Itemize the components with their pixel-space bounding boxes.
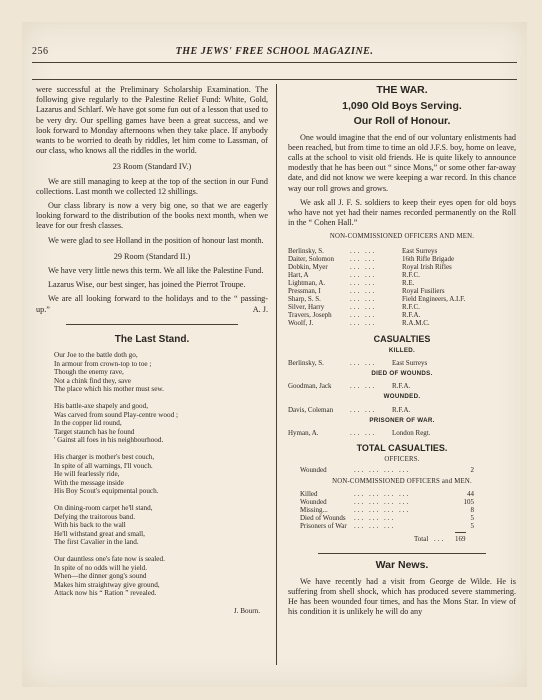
- men-row-dots: ... ... ... ...: [354, 489, 411, 498]
- poem-title: The Last Stand.: [114, 333, 190, 345]
- roll-row-dots: ... ...: [350, 319, 377, 328]
- died-row-dots: ... ...: [350, 382, 377, 391]
- page-number: 256: [32, 46, 49, 57]
- prisoner-row-name: Hyman, A.: [288, 428, 319, 437]
- men-row: [288, 498, 474, 506]
- roll-row-dots: ... ...: [350, 270, 377, 279]
- poem-stanza: [54, 402, 268, 445]
- men-label: NON-COMMISSIONED OFFICERS and MEN.: [332, 478, 472, 486]
- men-row-name: Wounded: [300, 497, 327, 506]
- prisoner-row: [288, 429, 431, 437]
- poem-line: His charger is mother's best couch,: [54, 453, 155, 461]
- war-news-title: War News.: [375, 559, 429, 572]
- men-row-value: 5: [470, 522, 474, 531]
- roll-row-name: Silver, Harry: [288, 303, 325, 312]
- right-column: [288, 85, 516, 621]
- prisoner-label: PRISONER OF WAR.: [369, 416, 435, 424]
- wounded-row-unit: R.F.A.: [392, 405, 411, 414]
- intro-paragraph: were successful at the Preliminary Scholarship Examination. The following give regularly to the Palestine Relief Fund: White, Gold, Lazarus and Schlarf. We have got some fun out of a lesson that used to be very dry. Our spelling games have been a great success, and we look forward to Monday afternoons when they take place. If anybody wants to be worried to death by riddles, let him come to Lassman, of our class, who knows all the riddles in the world.: [36, 85, 268, 156]
- roll-row-name: Sharp, S. S.: [288, 295, 321, 304]
- total-label: Total: [414, 535, 429, 544]
- war-paragraph-2: We ask all J. F. S. soldiers to keep their eyes open for old boys who have not yet had their names recorded permanently on the Roll in the “ Cohen Hall.”: [288, 197, 516, 228]
- poem-line: The place which his mother must sew.: [54, 385, 164, 394]
- poem-line: On dining-room carpet he'll stand,: [54, 503, 153, 512]
- killed-row: [288, 359, 427, 367]
- men-row-value: 5: [470, 513, 474, 522]
- poem-line: In armour from crown-top to toe ;: [54, 359, 152, 368]
- roll-row: [288, 263, 465, 271]
- killed-row-unit: East Surreys: [392, 358, 428, 367]
- men-row-name: Missing...: [300, 505, 328, 514]
- roll-row-unit: Field Engineers, A.I.F.: [402, 295, 466, 304]
- roll-row-unit: R.F.C.: [402, 270, 420, 279]
- roll-row-name: Berlinsky, S.: [288, 246, 324, 255]
- roll-row-dots: ... ...: [350, 303, 377, 312]
- roll-row: [288, 255, 465, 263]
- poem-line: His battle-axe shapely and good,: [54, 402, 149, 411]
- room-29-paragraph-3: [36, 294, 268, 314]
- killed-table: [288, 359, 427, 367]
- roll-row-unit: Royal Irish Rifles: [402, 262, 452, 271]
- room-29-heading: 29 Room (Standard II.): [113, 251, 191, 261]
- poem-line: Though the enemy rave,: [54, 368, 124, 377]
- room-29-signature: A. J.: [252, 304, 268, 314]
- old-boys-subtitle: 1,090 Old Boys Serving.: [342, 100, 462, 113]
- killed-row-name: Berlinsky, S.: [288, 358, 324, 367]
- magazine-page: [22, 22, 527, 687]
- roll-row-dots: ... ...: [350, 279, 377, 288]
- wounded-label: WOUNDED.: [383, 393, 421, 401]
- men-row-value: 44: [467, 489, 474, 498]
- men-row: [288, 506, 474, 514]
- prisoner-row-dots: ... ...: [350, 428, 377, 437]
- died-label: DIED OF WOUNDS.: [371, 370, 433, 378]
- died-table: [288, 382, 410, 390]
- room-23-paragraph-2: Our class library is now a very big one, so that we are eagerly looking forward to the distribution of the books next month, when we leave for our fresh classes.: [36, 201, 268, 231]
- roll-row-dots: ... ...: [350, 246, 377, 255]
- officers-row-dots: ... ... ... ...: [354, 466, 411, 475]
- men-table: [288, 490, 474, 530]
- poem-line: Not a chink find they, save: [54, 376, 131, 385]
- roll-row-name: Hart, A: [288, 270, 309, 279]
- roll-row: [288, 279, 465, 287]
- poem-stanzas: [36, 351, 268, 598]
- officers-row: [288, 466, 474, 474]
- magazine-title: THE JEWS' FREE SCHOOL MAGAZINE.: [175, 46, 374, 57]
- room-23-heading: 23 Room (Standard IV.): [112, 162, 192, 172]
- poem-line: Attack now his “ Ration ” revealed.: [54, 589, 157, 598]
- room-29-paragraph-1: We have very little news this term. We all like the Palestine Fund.: [48, 266, 264, 276]
- prisoner-row-unit: London Regt.: [392, 428, 431, 437]
- died-row-name: Goodman, Jack: [288, 382, 332, 391]
- men-row-dots: ... ... ...: [354, 513, 396, 522]
- men-row-name: Prisoners of War: [300, 522, 347, 531]
- roll-row-name: Lightman, A.: [288, 279, 326, 288]
- poem-line: He'll withstand great and small,: [54, 529, 145, 538]
- poem-line: With his back to the wall: [54, 521, 126, 530]
- casualties-heading: CASUALTIES: [373, 333, 431, 344]
- roll-row-unit: R.F.A.: [402, 311, 421, 320]
- total-line: [414, 532, 516, 544]
- roll-row-unit: East Surreys: [402, 246, 438, 255]
- poem-line: ' Gainst all foes in his neighbourhood.: [54, 436, 164, 445]
- total-dots: ...: [434, 535, 446, 544]
- men-row: [288, 490, 474, 498]
- war-paragraph-1: One would imagine that the end of our voluntary enlistments had been reached, but from time to time an old J.F.S. boy, home on leave, calls at the school to visit old friends. He is quite likely to announce modestly that he has been out “ since Mons,” or some other far-away date, and did not know we were keeping a war record. In this chance way our roll grows and grows.: [288, 132, 516, 193]
- roll-row-unit: R.A.M.C.: [402, 319, 430, 328]
- roll-row-unit: 16th Rifle Brigade: [402, 254, 455, 263]
- prisoner-table: [288, 429, 431, 437]
- poem-line: When—the dinner gong's sound: [54, 572, 147, 581]
- roll-of-honour-table: [288, 247, 465, 328]
- roll-row-name: Pressman, I: [288, 287, 321, 296]
- men-row-value: 105: [463, 497, 474, 506]
- killed-row-dots: ... ...: [350, 358, 377, 367]
- room-23-paragraph-3: We were glad to see Holland in the position of honour last month.: [48, 235, 264, 245]
- poem-line: Makes him straightway give ground,: [54, 580, 160, 589]
- poem-line: His Boy Scout's equipmental pouch.: [54, 487, 159, 496]
- war-section-title: THE WAR.: [376, 84, 428, 96]
- roll-row-name: Dobkin, Myer: [288, 262, 328, 271]
- roll-row: [288, 295, 465, 303]
- header-rule-lower: [32, 79, 517, 80]
- poem-stanza: [54, 351, 268, 394]
- roll-row: [288, 287, 465, 295]
- roll-row: [288, 319, 465, 327]
- roll-row: [288, 247, 465, 255]
- poem-stanza: [54, 453, 268, 496]
- roll-row-unit: R.E.: [402, 279, 415, 288]
- killed-label: KILLED.: [388, 346, 416, 354]
- died-row-unit: R.F.A.: [392, 382, 411, 391]
- nco-heading: NON-COMMISSIONED OFFICERS AND MEN.: [329, 233, 475, 241]
- roll-row: [288, 271, 465, 279]
- total-value: 169: [455, 532, 466, 544]
- header-rule: [32, 62, 517, 63]
- roll-row-unit: Royal Fusiliers: [402, 287, 445, 296]
- war-news-paragraph: We have recently had a visit from George de Wilde. He is suffering from shell shock, which has produced severe stammering. He has been wounded four times, and has the Mons Star. In view of his condition it is unlikely he will do any: [288, 576, 516, 617]
- wounded-row-dots: ... ...: [350, 405, 377, 414]
- wounded-row-name: Davis, Coleman: [288, 405, 334, 414]
- roll-row-dots: ... ...: [350, 295, 377, 304]
- poem-line: Our dauntless one's fate now is sealed.: [54, 554, 165, 563]
- officers-row-name: Wounded: [300, 466, 327, 475]
- poem-line: Our Joe to the battle doth go,: [54, 351, 138, 360]
- men-row: [288, 514, 474, 522]
- poem-stanza: [54, 555, 268, 598]
- roll-row: [288, 303, 465, 311]
- roll-row-dots: ... ...: [350, 262, 377, 271]
- poem-line: Was carved from sound Play-centre wood ;: [54, 410, 178, 419]
- roll-row-dots: ... ...: [350, 311, 377, 320]
- roll-row-name: Daiter, Solomon: [288, 254, 334, 263]
- roll-row: [288, 311, 465, 319]
- officers-table: [288, 466, 474, 474]
- poem-last-stand: [36, 335, 268, 616]
- poem-line: In the copper lid round,: [54, 419, 122, 428]
- died-row: [288, 382, 410, 390]
- left-column: [36, 85, 268, 616]
- roll-row-name: Travers, Joseph: [288, 311, 332, 320]
- poem-stanza: [54, 504, 268, 547]
- room-29-paragraph-3-text: We are all looking forward to the holidays and to the “ passing-up.”: [36, 294, 268, 314]
- poem-author: J. Bourn.: [233, 606, 260, 615]
- roll-row-unit: R.F.C.: [402, 303, 420, 312]
- men-row-name: Died of Wounds: [300, 513, 346, 522]
- room-23-paragraph-1: We are still managing to keep at the top of the section in our Fund collections. Last month we collected 12 shillings.: [36, 176, 268, 196]
- poem-line: The first Cavalier in the land.: [54, 538, 139, 547]
- roll-row-name: Woolf, J.: [288, 319, 314, 328]
- wounded-row: [288, 406, 410, 414]
- men-row: [288, 522, 474, 530]
- officers-label: OFFICERS.: [384, 456, 420, 464]
- men-row-name: Killed: [300, 489, 318, 498]
- poem-line: Defying the traitorous band.: [54, 512, 136, 521]
- poem-line: He will fearlessly ride,: [54, 470, 120, 479]
- poem-line: In spite of all warnings, I'll vouch.: [54, 461, 153, 470]
- men-row-dots: ... ... ...: [354, 522, 396, 531]
- roll-row-dots: ... ...: [350, 254, 377, 263]
- men-row-dots: ... ... ... ...: [354, 497, 411, 506]
- wounded-table: [288, 406, 410, 414]
- officers-row-value: 2: [470, 466, 474, 475]
- column-divider: [276, 84, 277, 665]
- men-row-dots: ... ... ... ...: [354, 505, 411, 514]
- room-29-paragraph-2: Lazarus Wise, our best singer, has joined the Pierrot Troupe.: [48, 280, 246, 290]
- poem-line: Target staunch has he found: [54, 427, 135, 436]
- war-news-separator: [318, 553, 486, 554]
- poem-line: In spite of no odds will he yield.: [54, 563, 148, 572]
- men-row-value: 8: [470, 505, 474, 514]
- total-casualties-heading: TOTAL CASUALTIES.: [356, 442, 448, 453]
- poem-line: With the message inside: [54, 478, 124, 487]
- roll-of-honour-title: Our Roll of Honour.: [353, 115, 451, 128]
- roll-row-dots: ... ...: [350, 287, 377, 296]
- section-separator: [66, 324, 238, 325]
